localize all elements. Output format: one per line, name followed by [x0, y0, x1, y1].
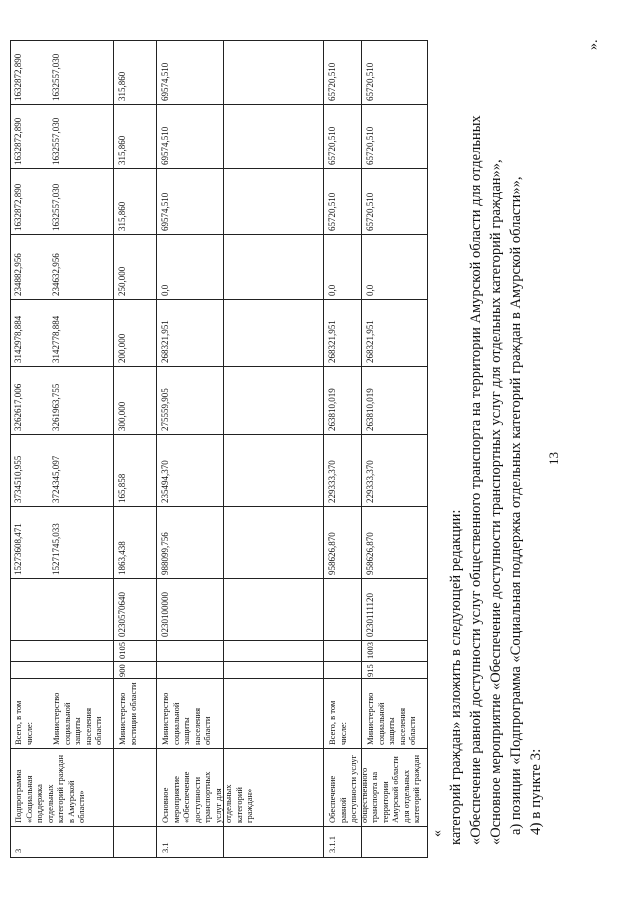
value-cell: 65720,510 [327, 126, 337, 165]
responsible-party: Всего, в том числе: [13, 700, 34, 745]
value-cell: 69574,510 [160, 192, 170, 231]
value-cell: 69574,510 [160, 62, 170, 101]
col-divider [11, 748, 427, 749]
value-cell: 3262617,006 [13, 383, 23, 431]
value-cell: 3142978,884 [13, 315, 23, 363]
value-cell: 234882,956 [13, 253, 23, 296]
value-cell: 958626,870 [327, 532, 337, 575]
col-divider [11, 299, 427, 300]
col-divider [11, 826, 427, 827]
value-cell: 0,0 [327, 284, 337, 296]
value-cell: 1632872,890 [13, 183, 23, 231]
closing-quote: ». [586, 39, 601, 50]
program-name: Основное мероприятие «Обеспечение доступности транспортных услуг для отдельных категорий граждан» [160, 771, 254, 823]
responsible-party: Министерство социальной защиты населения области [160, 692, 212, 745]
value-cell: 165,858 [117, 473, 127, 503]
ministry-code: 900 [117, 664, 127, 677]
value-cell: 0,0 [160, 284, 170, 296]
value-cell: 268321,951 [327, 320, 337, 363]
row-divider [323, 41, 324, 857]
responsible-party: Министерство социальной защиты населения области [51, 692, 103, 745]
col-divider [11, 366, 427, 367]
value-cell: 1632557,030 [51, 117, 61, 165]
value-cell: 315,860 [117, 201, 127, 231]
row-divider [113, 41, 114, 857]
value-cell: 3142778,884 [51, 315, 61, 363]
value-cell: 958626,870 [365, 532, 375, 575]
target-article-code: 0230100000 [160, 592, 170, 637]
value-cell: 1632872,890 [13, 53, 23, 101]
program-name: Обеспечение равной доступности услуг общественного транспорта на территории Амурской области для отдельных категорий граждан [327, 754, 421, 823]
value-cell: 235494,370 [160, 460, 170, 503]
value-cell: 3724345,097 [51, 455, 61, 503]
col-divider [11, 104, 427, 105]
ministry-code: 915 [365, 664, 375, 677]
value-cell: 3261963,755 [51, 383, 61, 431]
target-article-code: 0230570640 [117, 592, 127, 637]
value-cell: 315,860 [117, 135, 127, 165]
responsible-party: Всего, в том числе: [327, 700, 348, 745]
value-cell: 300,000 [117, 401, 127, 431]
col-divider [11, 168, 427, 169]
subpoint-a-line-2: «Основное мероприятие «Обеспечение доступности транспортных услуг для отдельных категорий граждан»», [488, 159, 504, 845]
value-cell: 65720,510 [327, 62, 337, 101]
value-cell: 15273608,471 [13, 523, 23, 575]
budget-table [10, 40, 428, 858]
row-number: 3 [13, 848, 23, 853]
col-divider [11, 661, 427, 662]
value-cell: 229333,370 [365, 460, 375, 503]
row-divider [361, 41, 362, 857]
subpoint-a-line-1: а) позиции «Подпрограмма «Социальная поддержка отдельных категорий граждан в Амурской области»», [508, 176, 524, 835]
target-article-code: 0230111120 [365, 593, 375, 637]
col-divider [11, 234, 427, 235]
value-cell: 65720,510 [365, 192, 375, 231]
row-number: 3.1 [160, 842, 170, 853]
value-cell: 315,860 [117, 71, 127, 101]
responsible-party: Министерство юстиции области [117, 682, 138, 745]
point-4-heading: 4) в пункте 3: [528, 748, 544, 835]
value-cell: 234632,956 [51, 253, 61, 296]
subpoint-a-line-3: «Обеспечение равной доступности услуг общественного транспорта на территории Амурской области для отдельных [468, 115, 484, 845]
value-cell: 1632557,030 [51, 183, 61, 231]
value-cell: 988099,756 [160, 532, 170, 575]
value-cell: 275559,905 [160, 388, 170, 431]
value-cell: 229333,370 [327, 460, 337, 503]
value-cell: 69574,510 [160, 126, 170, 165]
page-number: 13 [546, 452, 561, 465]
program-name: Подпрограмма «Социальная поддержка отдельных категорий граждан в Амурской области» [13, 754, 86, 823]
value-cell: 65720,510 [327, 192, 337, 231]
value-cell: 1863,438 [117, 541, 127, 575]
value-cell: 3734510,955 [13, 455, 23, 503]
value-cell: 268321,951 [160, 320, 170, 363]
value-cell: 1632872,890 [13, 117, 23, 165]
value-cell: 268321,951 [365, 320, 375, 363]
row-number: 3.1.1 [327, 836, 337, 853]
value-cell: 263810,019 [327, 388, 337, 431]
value-cell: 15271745,033 [51, 523, 61, 575]
value-cell: 200,000 [117, 333, 127, 363]
col-divider [11, 640, 427, 641]
value-cell: 65720,510 [365, 62, 375, 101]
col-divider [11, 678, 427, 679]
opening-quote: « [430, 830, 445, 837]
value-cell: 1632557,030 [51, 53, 61, 101]
section-code: 0105 [117, 642, 127, 659]
col-divider [11, 578, 427, 579]
col-divider [11, 506, 427, 507]
value-cell: 263810,019 [365, 388, 375, 431]
value-cell: 0,0 [365, 284, 375, 296]
value-cell: 65720,510 [365, 126, 375, 165]
row-divider [156, 41, 157, 857]
responsible-party: Министерство социальной защиты населения области [365, 692, 417, 745]
value-cell: 250,000 [117, 266, 127, 296]
col-divider [11, 434, 427, 435]
subpoint-a-line-4: категорий граждан» изложить в следующей редакции: [448, 509, 464, 845]
section-code: 1003 [365, 642, 375, 659]
